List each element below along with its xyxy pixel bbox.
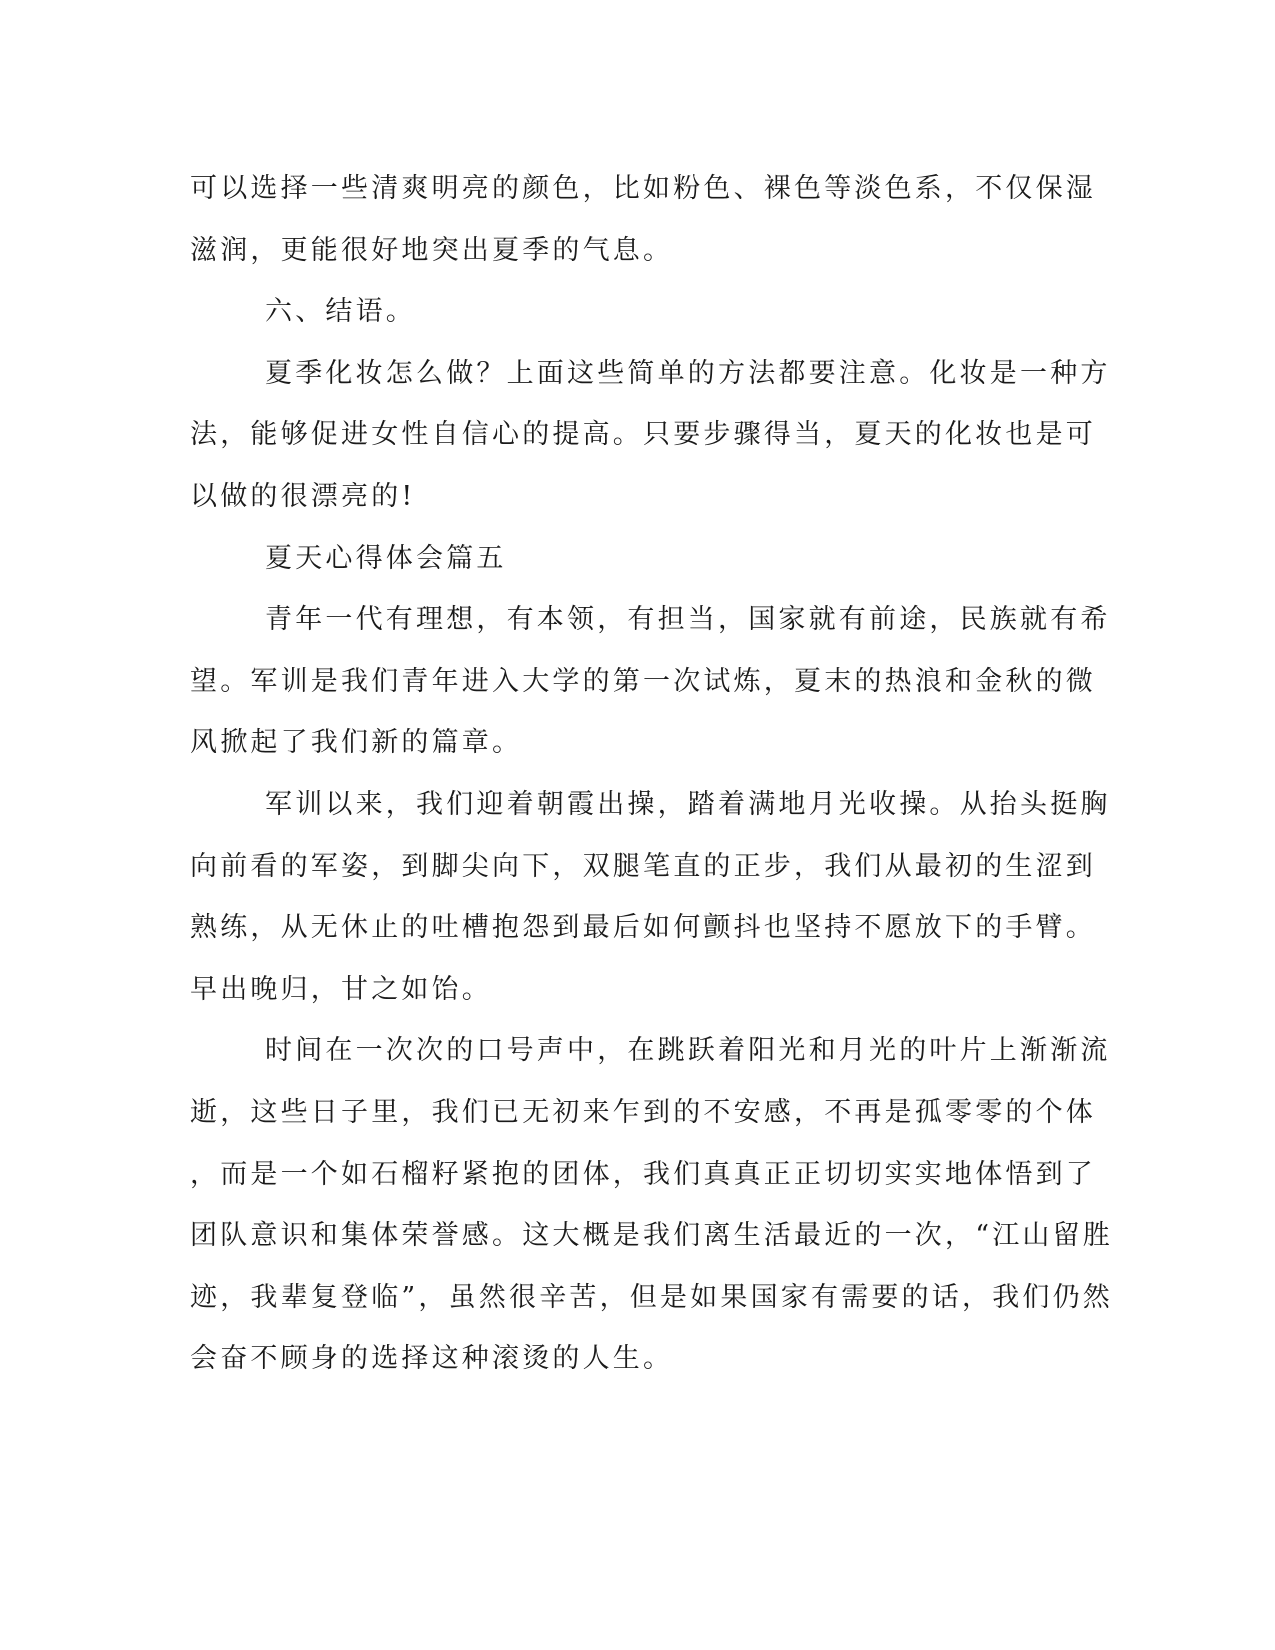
- section-heading: 夏天心得体会篇五: [265, 542, 507, 574]
- text-line: 团队意识和集体荣誉感。这大概是我们离生活最近的一次，“江山留胜: [190, 1220, 1114, 1252]
- text-line: 可以选择一些清爽明亮的颜色，比如粉色、裸色等淡色系，不仅保湿: [190, 173, 1096, 204]
- text-line: 风掀起了我们新的篇章。: [190, 727, 523, 759]
- text-line: ，而是一个如石榴籽紧抱的团体，我们真真正正切切实实地体悟到了: [190, 1158, 1096, 1190]
- text-line: 军训以来，我们迎着朝霞出操，踏着满地月光收操。从抬头挺胸: [265, 788, 1111, 820]
- text-line: 夏季化妆怎么做？上面这些简单的方法都要注意。化妆是一种方: [265, 357, 1111, 389]
- section-heading: 六、结语。: [265, 296, 416, 328]
- text-line: 熟练，从无休止的吐槽抱怨到最后如何颤抖也坚持不愿放下的手臂。: [190, 912, 1096, 944]
- text-line: 向前看的军姿，到脚尖向下，双腿笔直的正步，我们从最初的生涩到: [190, 850, 1096, 882]
- text-line: 青年一代有理想，有本领，有担当，国家就有前途，民族就有希: [265, 604, 1111, 636]
- text-line: 法，能够促进女性自信心的提高。只要步骤得当，夏天的化妆也是可: [190, 419, 1096, 451]
- text-line: 望。军训是我们青年进入大学的第一次试炼，夏末的热浪和金秋的微: [190, 665, 1096, 697]
- text-line: 以做的很漂亮的!: [190, 480, 416, 512]
- text-line: 滋润，更能很好地突出夏季的气息。: [190, 234, 674, 266]
- text-line: 会奋不顾身的选择这种滚烫的人生。: [190, 1343, 674, 1375]
- text-line: 逝，这些日子里，我们已无初来乍到的不安感，不再是孤零零的个体: [190, 1096, 1096, 1128]
- text-line: 早出晚归，甘之如饴。: [190, 973, 492, 1005]
- body-text: [190, 158, 1114, 1390]
- text-line: 时间在一次次的口号声中，在跳跃着阳光和月光的叶片上渐渐流: [265, 1035, 1111, 1067]
- text-line: 迹，我辈复登临”，虽然很辛苦，但是如果国家有需要的话，我们仍然: [190, 1281, 1114, 1313]
